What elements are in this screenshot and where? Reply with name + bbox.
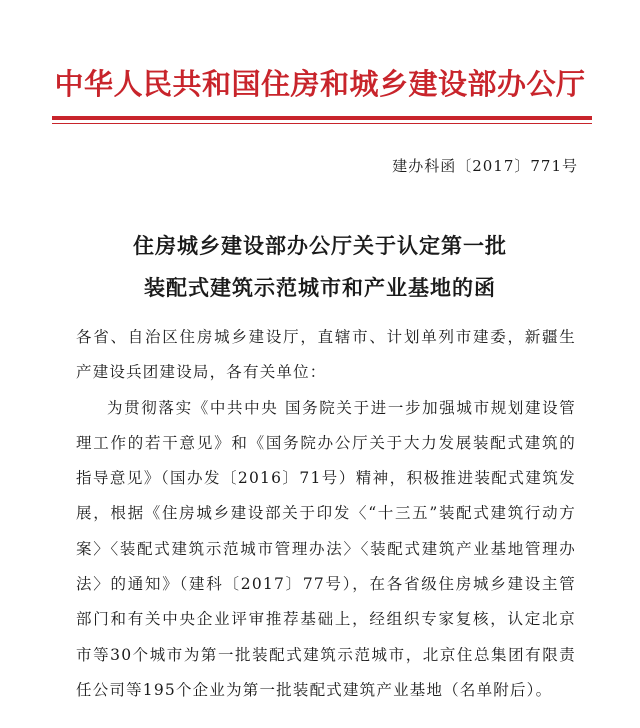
letterhead-rule-thick — [52, 116, 592, 120]
letterhead-rule-thin — [52, 123, 592, 124]
document-title-line-1: 住房城乡建设部办公厅关于认定第一批 — [133, 234, 507, 258]
document-title-line-2: 装配式建筑示范城市和产业基地的函 — [144, 276, 496, 300]
letterhead-title: 中华人民共和国住房和城乡建设部办公厅 — [54, 67, 586, 101]
document-number: 建办科函〔2017〕771号 — [392, 157, 578, 175]
addressee-paragraph: 各省、自治区住房城乡建设厅，直辖市、计划单列市建委，新疆生产建设兵团建设局，各有关单位： — [76, 328, 576, 382]
body-paragraph: 为贯彻落实《中共中央 国务院关于进一步加强城市规划建设管理工作的若干意见》和《国务院办公厅关于大力发展装配式建筑的指导意见》（国办发〔2016〕71号）精神，积极推进装配式建筑发展，根据《住房城乡建设部关于印发〈“十三五”装配式建筑行动方案〉〈装配式建筑示范城市管理办法〉〈装配式建筑产业基地管理办法〉的通知》（建科〔2017〕77号），在各省级住房城乡建设主管部门和有关中央企业评审推荐基础上，经组织专家复核，认定北京市等30个城市为第一批装配式建筑示范城市，北京住总集团有限责任公司等195个企业为第一批装配式建筑产业基地（名单附后）。 — [76, 398, 576, 699]
document-body — [76, 320, 576, 708]
